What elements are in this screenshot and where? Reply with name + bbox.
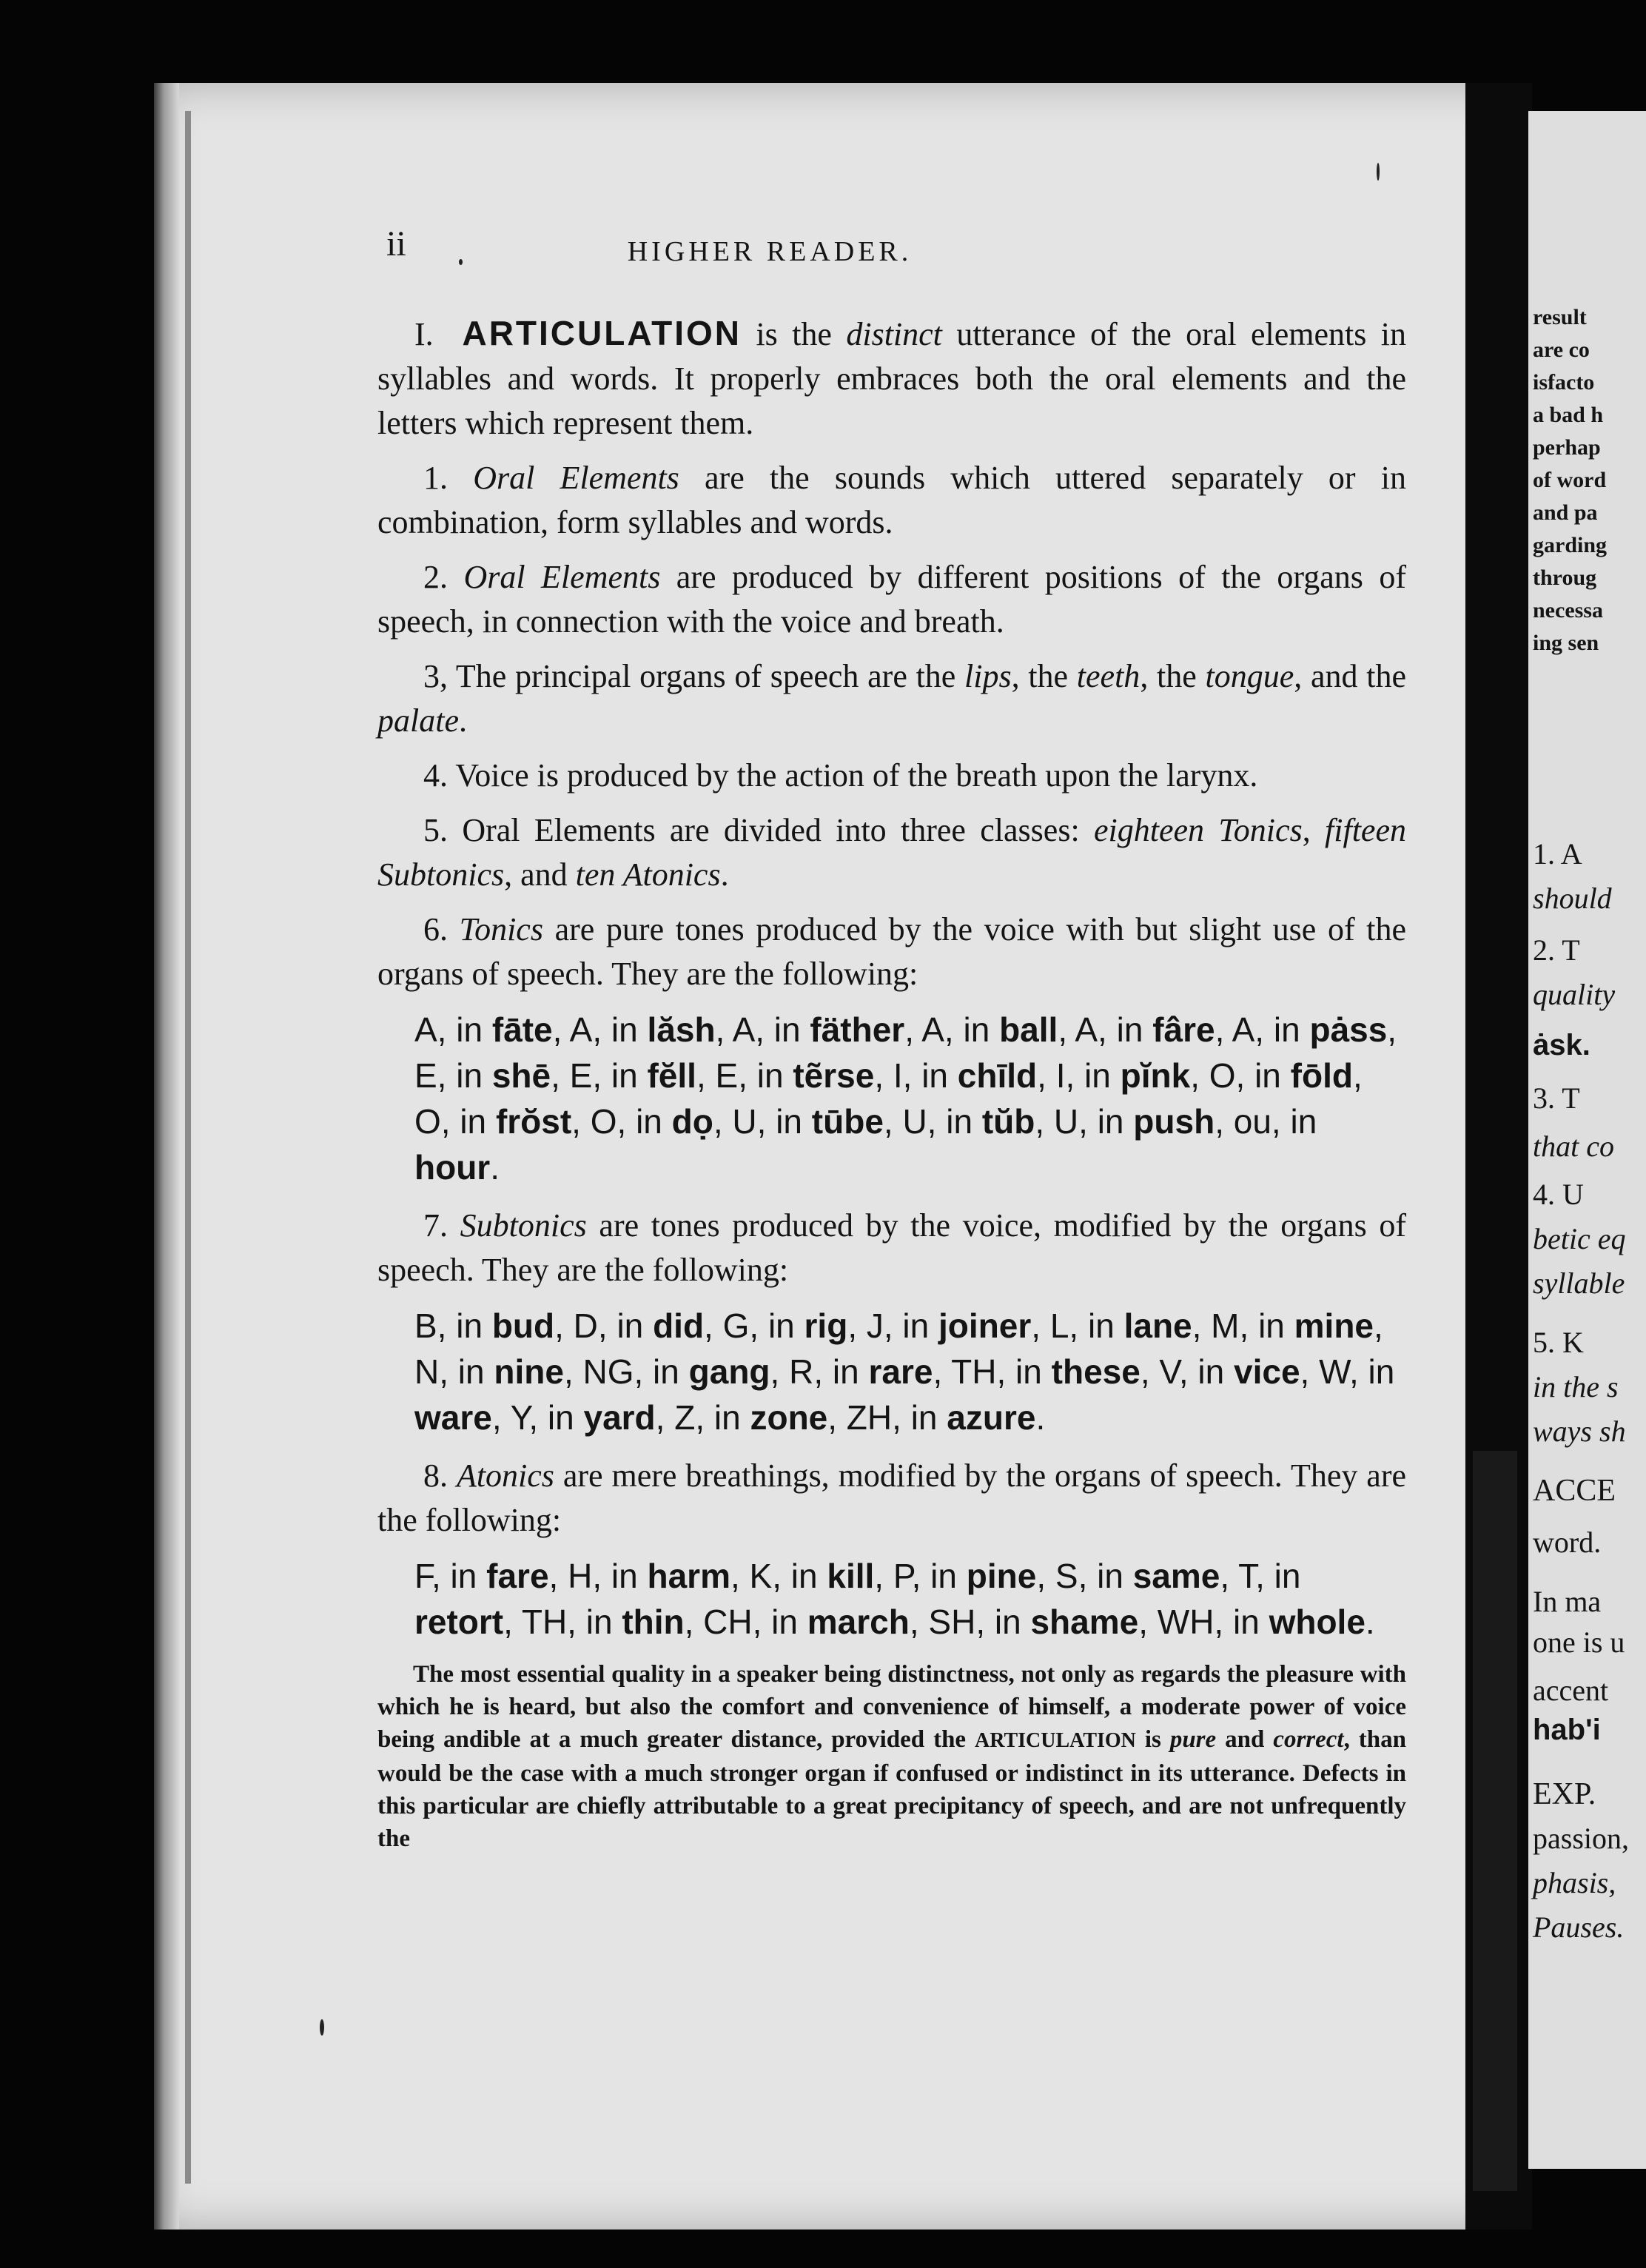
key-letter: .: [1365, 1603, 1375, 1641]
item-number: 2.: [423, 559, 448, 595]
page-number: ii: [386, 224, 406, 264]
item-number: 5.: [423, 812, 448, 848]
key-word: dọ: [671, 1102, 713, 1141]
key-letter: , H, in: [548, 1557, 648, 1595]
key-word: pȧss: [1309, 1010, 1388, 1049]
item-term: fifteen Subtonics: [377, 812, 1406, 893]
subtonics-list: [377, 1303, 1406, 1440]
key-letter: , WH, in: [1138, 1603, 1269, 1641]
item-text: are produced by different positions of the organs of speech, in connection with the voice and breath.: [377, 559, 1407, 640]
item-number: 3,: [423, 658, 448, 694]
key-word: nine: [494, 1352, 564, 1391]
footnote-emphasis: pure: [1169, 1726, 1217, 1753]
key-letter: B, in: [414, 1306, 492, 1345]
scan-speck: [459, 259, 463, 265]
item-text: are tones produced by the voice, modified by the organs of speech. They are the following:: [377, 1207, 1407, 1288]
footnote-smallcaps: ARTICULATION: [975, 1729, 1136, 1752]
adjacent-page: [1528, 111, 1646, 2169]
key-letter: , O, in: [1190, 1056, 1291, 1095]
key-letter: , E, in: [696, 1056, 793, 1095]
item-text: , and the: [1294, 658, 1406, 694]
key-word: gang: [688, 1352, 770, 1391]
key-word: pine: [966, 1557, 1037, 1595]
page-inner-edge: [185, 111, 191, 2184]
adjacent-page-line: passion,: [1533, 1822, 1629, 1855]
key-letter: , A, in: [1215, 1010, 1310, 1049]
key-word: fâre: [1152, 1010, 1215, 1049]
adjacent-page-line: accent: [1533, 1674, 1609, 1707]
item-term: palate: [377, 702, 459, 739]
key-letter: , R, in: [770, 1352, 869, 1391]
key-letter: , L, in: [1031, 1306, 1124, 1345]
key-letter: , M, in: [1192, 1306, 1294, 1345]
scan-speck: [320, 2019, 324, 2036]
key-letter: , A, in: [552, 1010, 648, 1049]
key-letter: , D, in: [554, 1306, 654, 1345]
tonics-list: [377, 1007, 1406, 1190]
footnote-text: The most essential quality in a speaker being distinctness, not only as regards the pleasure with which he is heard, but also the comfort and convenience of himself, a moderate power of voice being andible at a much greater distance, provided the: [377, 1661, 1406, 1753]
adjacent-page-line: a bad h: [1533, 403, 1604, 427]
key-letter: , N, in: [414, 1306, 1383, 1391]
key-word: fare: [486, 1557, 549, 1595]
key-letter: .: [1035, 1398, 1046, 1437]
key-word: whole: [1269, 1603, 1365, 1641]
key-letter: , A, in: [1058, 1010, 1153, 1049]
key-word: zone: [750, 1398, 828, 1437]
key-letter: , S, in: [1036, 1557, 1133, 1595]
adjacent-page-line: quality: [1533, 978, 1616, 1011]
key-letter: , G, in: [704, 1306, 804, 1345]
key-letter: , O, in: [571, 1102, 672, 1141]
key-word: azure: [947, 1398, 1036, 1437]
key-word: chīld: [957, 1056, 1038, 1095]
key-letter: , Z, in: [655, 1398, 750, 1437]
scan-speck: [1377, 163, 1380, 181]
item-text: , the: [1011, 658, 1077, 694]
key-letter: , E, in: [414, 1010, 1397, 1095]
adjacent-page-line: In ma: [1533, 1585, 1602, 1618]
item-term: Atonics: [456, 1457, 554, 1494]
key-letter: , A, in: [715, 1010, 810, 1049]
key-word: lăsh: [647, 1010, 716, 1049]
item-1: [377, 456, 1406, 545]
key-word: tẽrse: [793, 1056, 875, 1095]
key-letter: , U, in: [883, 1102, 982, 1141]
key-letter: , SH, in: [909, 1603, 1031, 1641]
footnote: [377, 1658, 1406, 1855]
adjacent-page-line: 1. A: [1533, 837, 1582, 870]
key-word: retort: [414, 1603, 504, 1641]
key-word: vice: [1234, 1352, 1300, 1391]
key-word: rig: [804, 1306, 848, 1345]
key-word: harm: [647, 1557, 730, 1595]
adjacent-page-line: perhap: [1533, 435, 1601, 460]
gutter-shadow: [1473, 1451, 1517, 2191]
item-text: Oral Elements are divided into three classes:: [448, 812, 1095, 848]
section-articulation: [377, 311, 1406, 446]
key-letter: , TH, in: [933, 1352, 1052, 1391]
adjacent-page-line: garding: [1533, 533, 1608, 557]
key-word: push: [1133, 1102, 1215, 1141]
key-word: fĕll: [647, 1056, 696, 1095]
key-word: march: [807, 1603, 910, 1641]
adjacent-page-line: 3. T: [1533, 1081, 1580, 1115]
adjacent-page-line: throug: [1533, 566, 1597, 590]
adjacent-page-line: hab'i: [1533, 1714, 1601, 1746]
key-word: frŏst: [495, 1102, 572, 1141]
running-head-text: HIGHER READER.: [627, 236, 913, 267]
item-text: ,: [1302, 812, 1326, 848]
adjacent-page-line: in the s: [1533, 1370, 1619, 1403]
section-emphasis: distinct: [846, 316, 942, 352]
key-letter: , V, in: [1140, 1352, 1234, 1391]
item-4: [377, 754, 1406, 798]
adjacent-page-line: 4. U: [1533, 1178, 1584, 1211]
item-number: 4.: [423, 757, 448, 794]
key-word: tūbe: [811, 1102, 884, 1141]
adjacent-page-line: 2. T: [1533, 933, 1580, 967]
item-number: 8.: [423, 1457, 448, 1494]
key-word: yard: [583, 1398, 656, 1437]
adjacent-page-line: ing sen: [1533, 631, 1599, 655]
item-term: lips: [964, 658, 1012, 694]
adjacent-page-line: syllable: [1533, 1266, 1625, 1300]
key-letter: , P, in: [874, 1557, 967, 1595]
item-term: teeth: [1076, 658, 1141, 694]
key-word: lane: [1123, 1306, 1192, 1345]
adjacent-page-line: betic eq: [1533, 1222, 1626, 1255]
item-8: [377, 1454, 1406, 1543]
item-term: Subtonics: [460, 1207, 587, 1244]
key-word: fāte: [491, 1010, 553, 1049]
adjacent-page-line: word.: [1533, 1526, 1602, 1559]
key-letter: , J, in: [847, 1306, 939, 1345]
item-2: [377, 555, 1406, 644]
key-letter: F, in: [414, 1557, 487, 1595]
key-word: ball: [999, 1010, 1058, 1049]
item-6: [377, 907, 1406, 996]
atonics-list: [377, 1553, 1406, 1645]
item-term: Tonics: [459, 911, 543, 947]
page-body: [377, 311, 1406, 1865]
footnote-text: is: [1135, 1726, 1170, 1753]
adjacent-page-line: should: [1533, 882, 1612, 915]
key-letter: , O, in: [414, 1056, 1363, 1141]
adjacent-page-line: isfacto: [1533, 370, 1595, 395]
adjacent-page-line: result: [1533, 305, 1587, 329]
key-letter: , T, in: [1220, 1557, 1301, 1595]
item-5: [377, 808, 1406, 897]
item-text: , and: [504, 856, 576, 893]
key-word: pĭnk: [1120, 1056, 1191, 1095]
item-number: 1.: [423, 460, 448, 496]
adjacent-page-line: and pa: [1533, 500, 1598, 525]
key-word: kill: [827, 1557, 875, 1595]
item-number: 7.: [423, 1207, 448, 1244]
section-text: utterance of the oral elements in syllables and words. It properly embraces both the oral elements and the letters which represent them.: [377, 316, 1407, 441]
footnote-text: , than would be the case with a much stronger organ if confused or indistinct in its utterance. Defects in this particular are chiefly attributable to a great precipitancy of speech, and are not unfrequently the: [377, 1726, 1406, 1852]
key-letter: , W, in: [1300, 1352, 1395, 1391]
key-word: these: [1051, 1352, 1141, 1391]
item-term: Oral Elements: [463, 559, 661, 595]
section-text: is the: [742, 316, 847, 352]
key-letter: , E, in: [551, 1056, 648, 1095]
key-letter: , Y, in: [491, 1398, 584, 1437]
adjacent-page-line: ways sh: [1533, 1415, 1626, 1448]
key-letter: , NG, in: [563, 1352, 689, 1391]
section-heading: ARTICULATION: [462, 314, 742, 352]
key-letter: A, in: [414, 1010, 492, 1049]
adjacent-page-line: ACCE: [1533, 1474, 1616, 1508]
key-word: fäther: [810, 1010, 905, 1049]
running-head: [400, 235, 1140, 268]
item-text: The principal organs of speech are the: [448, 658, 965, 694]
key-letter: , ou, in: [1215, 1102, 1317, 1141]
adjacent-page-line: one is u: [1533, 1625, 1625, 1659]
key-word: rare: [868, 1352, 933, 1391]
key-word: same: [1132, 1557, 1220, 1595]
key-letter: , ZH, in: [827, 1398, 947, 1437]
key-letter: , I, in: [874, 1056, 958, 1095]
key-word: shame: [1030, 1603, 1139, 1641]
item-term: tongue: [1205, 658, 1294, 694]
item-text: are the sounds which uttered separately or in combination, form syllables and words.: [377, 460, 1407, 540]
key-letter: , A, in: [904, 1010, 1000, 1049]
key-word: mine: [1294, 1306, 1374, 1345]
footnote-text: and: [1216, 1726, 1274, 1753]
key-word: fōld: [1290, 1056, 1353, 1095]
item-7: [377, 1204, 1406, 1292]
key-word: bud: [491, 1306, 555, 1345]
key-letter: , U, in: [713, 1102, 812, 1141]
adjacent-page-line: are co: [1533, 338, 1590, 362]
item-text: , the: [1140, 658, 1206, 694]
adjacent-page-line: necessa: [1533, 598, 1603, 623]
item-number: 6.: [423, 911, 448, 947]
key-word: joiner: [938, 1306, 1032, 1345]
key-letter: , I, in: [1037, 1056, 1121, 1095]
adjacent-page-line: that co: [1533, 1130, 1614, 1163]
item-3: [377, 654, 1406, 743]
adjacent-page-line: EXP.: [1533, 1777, 1596, 1811]
key-word: shē: [491, 1056, 551, 1095]
key-word: hour: [414, 1148, 491, 1187]
key-word: did: [653, 1306, 705, 1345]
item-text: Voice is produced by the action of the breath upon the larynx.: [448, 757, 1258, 794]
key-word: thin: [622, 1603, 685, 1641]
adjacent-page-line: Pauses.: [1533, 1910, 1625, 1944]
item-term: ten Atonics: [575, 856, 721, 893]
item-text: .: [720, 856, 729, 893]
item-term: Oral Elements: [473, 460, 679, 496]
footnote-emphasis: correct: [1273, 1726, 1344, 1753]
adjacent-page-line: phasis,: [1533, 1866, 1616, 1899]
section-number: I.: [414, 316, 434, 352]
key-word: tŭb: [981, 1102, 1035, 1141]
item-text: are pure tones produced by the voice with but slight use of the organs of speech. They are the following:: [377, 911, 1407, 992]
key-letter: , U, in: [1035, 1102, 1134, 1141]
key-letter: , TH, in: [503, 1603, 622, 1641]
adjacent-page-line: of word: [1533, 468, 1607, 492]
key-word: ware: [414, 1398, 492, 1437]
key-letter: .: [490, 1148, 500, 1187]
item-term: eighteen Tonics: [1094, 812, 1303, 848]
page-spine-edge: [154, 83, 179, 2230]
adjacent-page-line: ȧsk.: [1533, 1029, 1590, 1061]
key-letter: , K, in: [730, 1557, 827, 1595]
adjacent-page-line: 5. K: [1533, 1326, 1584, 1359]
item-text: are mere breathings, modified by the organs of speech. They are the following:: [377, 1457, 1407, 1538]
item-text: .: [458, 702, 467, 739]
key-letter: , CH, in: [684, 1603, 807, 1641]
